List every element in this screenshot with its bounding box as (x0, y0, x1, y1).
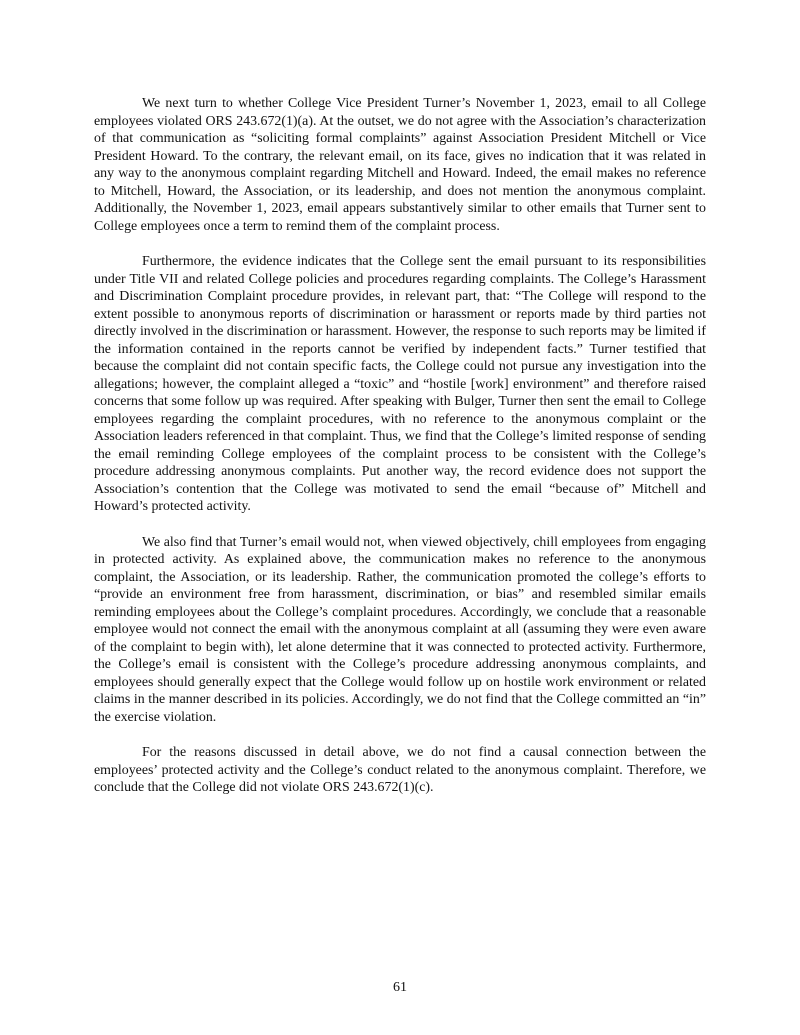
paragraph-email-analysis: We next turn to whether College Vice President Turner’s November 1, 2023, email to all College employees violated ORS 243.672(1)(a). At the outset, we do not agree with the Association’s characterization of that communication as “soliciting formal complaints” against Association President Mitchell or Vice President Howard. To the contrary, the relevant email, on its face, gives no indication that it was related in any way to the anonymous complaint regarding Mitchell and Howard. Indeed, the email makes no reference to Mitchell, Howard, the Association, or its leadership, and does not mention the anonymous complaint. Additionally, the November 1, 2023, email appears substantively similar to other emails that Turner sent to College employees once a term to remind them of the complaint process. (94, 96, 706, 234)
document-body (94, 95, 706, 815)
paragraph-college-responsibilities: Furthermore, the evidence indicates that the College sent the email pursuant to its responsibilities under Title VII and related College policies and procedures regarding complaints. The College’s Harassment and Discrimination Complaint procedure provides, in relevant part, that: “The College will respond to the extent possible to anonymous reports of discrimination or harassment or reports made by third parties not directly involved in the discrimination or harassment. However, the response to such reports may be limited if the information contained in the reports cannot be verified by independent facts.” Turner testified that because the complaint did not contain specific facts, the College could not pursue any investigation into the allegations; however, the complaint alleged a “toxic” and “hostile [work] environment” and therefore raised concerns that some follow up was required. After speaking with Bulger, Turner then sent the email to College employees regarding the complaint procedures, with no reference to the anonymous complaint or the Association leaders referenced in that complaint. Thus, we find that the College’s limited response of sending the email reminding College employees of the complaint process to be consistent with the College’s procedure addressing anonymous complaints. Put another way, the record evidence does not support the Association’s contention that the College was motivated to send the email “because of” Mitchell and Howard’s protected activity. (94, 254, 706, 514)
paragraph-conclusion: For the reasons discussed in detail above, we do not find a causal connection between the employees’ protected activity and the College’s conduct related to the anonymous complaint. Therefore, we conclude that the College did not violate ORS 243.672(1)(c). (94, 745, 706, 795)
page-number: 61 (393, 980, 407, 995)
paragraph-chill-analysis: We also find that Turner’s email would not, when viewed objectively, chill employees from engaging in protected activity. As explained above, the communication makes no reference to the anonymous complaint, the Association, or its leadership. Rather, the communication promoted the college’s efforts to “provide an environment free from harassment, discrimination, or bias” and resembled similar emails reminding employees about the College’s complaint procedures. Accordingly, we conclude that a reasonable employee would not connect the email with the anonymous complaint at all (assuming they were even aware of the complaint to begin with), let alone determine that it was connected to protected activity. Furthermore, the College’s email is consistent with the College’s procedure addressing anonymous complaints, and employees should generally expect that the College would follow up on hostile work environment or related claims in the manner described in its policies. Accordingly, we do not find that the College committed an “in” the exercise violation. (94, 534, 706, 725)
